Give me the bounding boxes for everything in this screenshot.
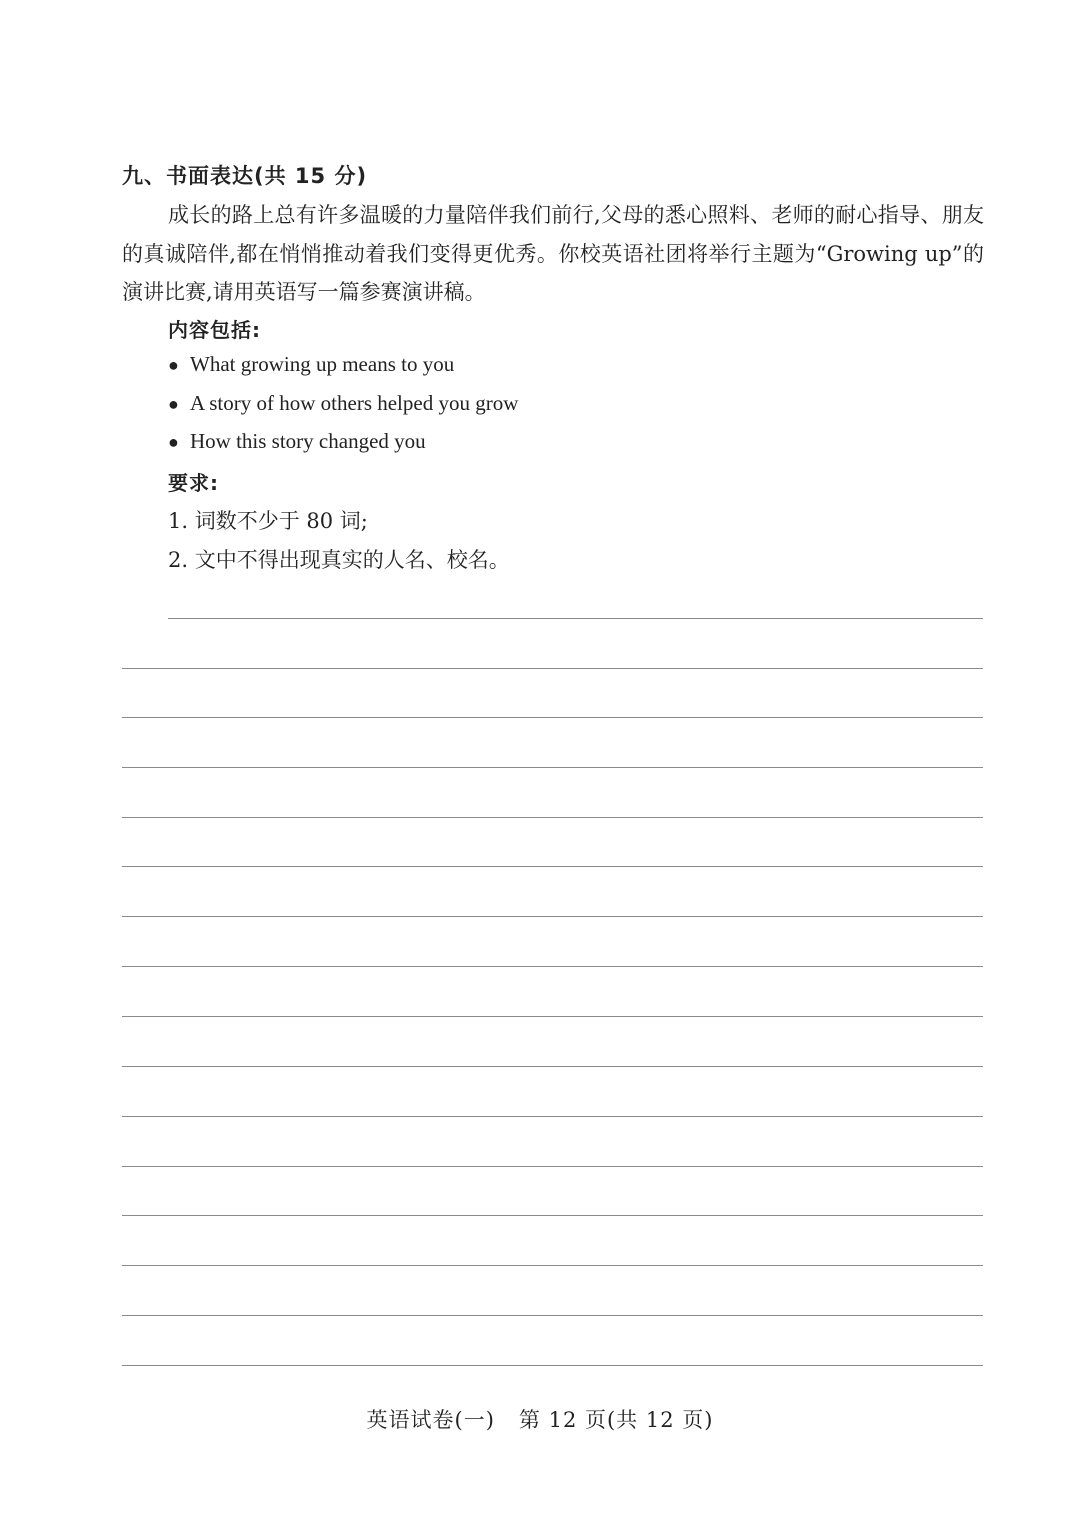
writing-line[interactable] [122,817,983,818]
writing-line[interactable] [122,668,983,669]
content-bullet-3: ● How this story changed you [168,429,426,453]
writing-line[interactable] [122,1116,983,1117]
content-label: 内容包括: [168,318,261,342]
bullet-icon: ● [168,355,179,375]
writing-line[interactable] [122,1215,983,1216]
writing-line[interactable] [122,717,983,718]
writing-line[interactable] [122,916,983,917]
writing-line[interactable] [122,1066,983,1067]
paper-title: 英语试卷(一) [366,1408,495,1432]
writing-line[interactable] [122,966,983,967]
section-heading: 九、书面表达(共 15 分) [122,164,368,188]
writing-line[interactable] [168,618,983,619]
requirements-label: 要求: [168,471,219,495]
writing-line[interactable] [122,866,983,867]
writing-line[interactable] [122,1166,983,1167]
content-bullet-1: ● What growing up means to you [168,352,455,376]
content-bullet-2: ● A story of how others helped you grow [168,391,519,415]
writing-line[interactable] [122,767,983,768]
requirement-2: 2. 文中不得出现真实的人名、校名。 [168,548,510,572]
writing-line[interactable] [122,1315,983,1316]
page-footer [0,1404,1080,1434]
writing-prompt: 成长的路上总有许多温暖的力量陪伴我们前行,父母的悉心照料、老师的耐心指导、朋友的真诚陪伴,都在悄悄推动着我们变得更优秀。你校英语社团将举行主题为“Growing up”的演讲比赛,请用英语写一篇参赛演讲稿。 [122,203,984,304]
bullet-icon: ● [168,432,179,452]
writing-line[interactable] [122,1365,983,1366]
page-number: 第 12 页(共 12 页) [518,1408,714,1432]
requirement-1: 1. 词数不少于 80 词; [168,509,368,533]
bullet-icon: ● [168,394,179,414]
writing-line[interactable] [122,1265,983,1266]
writing-line[interactable] [122,1016,983,1017]
